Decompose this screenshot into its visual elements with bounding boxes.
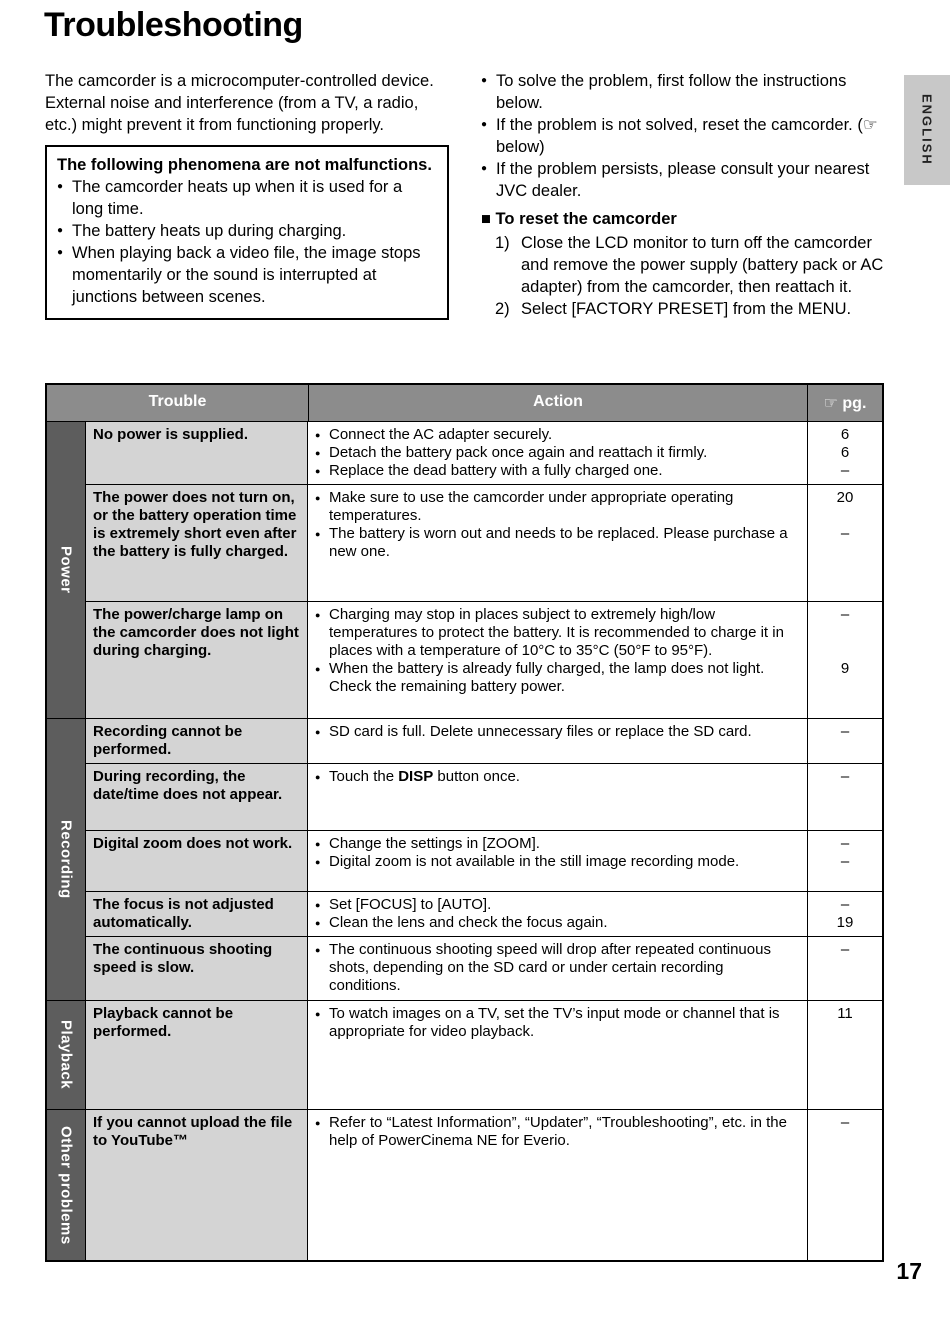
group-rows	[86, 1001, 882, 1109]
action-label: Charging may stop in places subject to extremely high/low temperatures to protect the battery. It is recommended to charge it in places with a temperature of 10°C to 35°C (50°F to 95°F).	[329, 606, 784, 659]
group-label: Other problems	[57, 1125, 75, 1245]
action-cell	[308, 602, 882, 718]
action-text	[308, 660, 808, 696]
group-rows	[86, 719, 882, 1000]
action-cell	[308, 1001, 882, 1109]
trouble-cell: Playback cannot be performed.	[86, 1001, 308, 1109]
bullet-icon: ●	[57, 181, 64, 192]
action-text	[308, 941, 808, 995]
bullet-item	[57, 220, 437, 242]
action-item	[308, 444, 882, 462]
trouble-cell: The power/charge lamp on the camcorder does not light during charging.	[86, 602, 308, 718]
action-label: Change the settings in [ZOOM].	[329, 835, 540, 852]
bullet-text: If the problem is not solved, reset the camcorder. (☞ below)	[496, 116, 878, 156]
reset-step	[481, 298, 885, 320]
intro-paragraph: The camcorder is a microcomputer-controlled device. External noise and interference (from a TV, a radio, etc.) might prevent it from functioning properly.	[45, 72, 434, 134]
action-text	[308, 426, 808, 444]
group-rows	[86, 1110, 882, 1260]
step-text: Close the LCD monitor to turn off the camcorder and remove the power supply (battery pack or AC adapter) from the camcorder, then reattach it.	[521, 234, 884, 296]
intro-section	[45, 70, 885, 320]
bullet-icon: ●	[315, 945, 321, 955]
action-item	[308, 525, 882, 561]
page-ref: 20	[836, 489, 854, 506]
action-text	[308, 489, 808, 525]
page-ref: –	[840, 896, 850, 913]
bullet-icon: ●	[481, 75, 488, 86]
page-ref: –	[840, 462, 850, 479]
action-label: Clean the lens and check the focus again.	[329, 914, 608, 931]
action-item	[308, 462, 882, 480]
table-header-row	[47, 385, 882, 421]
action-cell	[308, 422, 882, 484]
table-row	[86, 601, 882, 718]
trouble-cell: The focus is not adjusted automatically.	[86, 892, 308, 936]
action-cell	[308, 719, 882, 763]
action-label: Detach the battery pack once again and reattach it firmly.	[329, 444, 708, 461]
header-page: ☞ pg.	[823, 395, 867, 412]
bullet-icon: ●	[315, 900, 321, 910]
table-group	[47, 421, 882, 718]
reset-heading: ■ To reset the camcorder	[481, 210, 677, 228]
bullet-icon: ●	[315, 772, 321, 782]
action-text	[308, 835, 808, 853]
action-item	[308, 660, 882, 696]
page-ref: 19	[836, 914, 854, 931]
action-label: When the battery is already fully charged, the lamp does not light. Check the remaining battery power.	[329, 660, 765, 695]
step-number: 2)	[495, 300, 510, 318]
page-ref: –	[840, 853, 850, 870]
action-cell	[308, 1110, 882, 1260]
page-ref: –	[840, 1114, 850, 1131]
bullet-item	[481, 70, 885, 114]
table-row	[86, 422, 882, 484]
action-label: To watch images on a TV, set the TV’s input mode or channel that is appropriate for video playback.	[329, 1005, 780, 1040]
table-body	[47, 421, 882, 1260]
action-text	[308, 525, 808, 561]
bullet-text: The battery heats up during charging.	[72, 222, 347, 240]
group-label-cell	[47, 422, 86, 718]
bullet-item	[57, 176, 437, 220]
bullet-text: The camcorder heats up when it is used for a long time.	[72, 178, 403, 218]
note-box-list	[57, 176, 437, 308]
intro-left-column	[45, 70, 449, 320]
action-cell	[308, 892, 882, 936]
language-tab-label: ENGLISH	[919, 94, 935, 166]
reset-step	[481, 232, 885, 298]
bullet-item	[481, 158, 885, 202]
page-ref: –	[840, 606, 850, 623]
trouble-cell: During recording, the date/time does not appear.	[86, 764, 308, 830]
action-label: The battery is worn out and needs to be replaced. Please purchase a new one.	[329, 525, 788, 560]
action-label: Touch the DISP button once.	[329, 768, 520, 785]
table-row	[86, 1110, 882, 1260]
action-text	[308, 1114, 808, 1150]
bullet-icon: ●	[315, 493, 321, 503]
page-ref: –	[840, 835, 850, 852]
action-item	[308, 835, 882, 853]
action-item	[308, 768, 882, 786]
step-number: 1)	[495, 234, 510, 252]
header-trouble: Trouble	[47, 385, 309, 421]
bullet-icon: ●	[315, 430, 321, 440]
trouble-cell: No power is supplied.	[86, 422, 308, 484]
action-label: Make sure to use the camcorder under appropriate operating temperatures.	[329, 489, 734, 524]
header-action: Action	[309, 385, 808, 421]
trouble-cell: The power does not turn on, or the battery operation time is extremely short even after the battery is fully charged.	[86, 485, 308, 601]
bullet-icon: ●	[315, 1118, 321, 1128]
action-item	[308, 489, 882, 525]
action-item	[308, 914, 882, 932]
bullet-icon: ●	[315, 839, 321, 849]
group-label: Playback	[57, 1020, 75, 1090]
action-text	[308, 444, 808, 462]
action-item	[308, 426, 882, 444]
note-box	[45, 145, 449, 320]
page-ref: –	[840, 941, 850, 958]
bullet-text: To solve the problem, first follow the instructions below.	[496, 72, 847, 112]
page-title: Troubleshooting	[44, 6, 303, 44]
group-label-cell	[47, 1001, 86, 1109]
action-cell	[308, 937, 882, 1000]
action-item	[308, 723, 882, 741]
bullet-icon: ●	[315, 664, 321, 674]
page-ref: –	[840, 723, 850, 740]
reset-steps	[481, 232, 885, 320]
bullet-icon: ●	[315, 727, 321, 737]
table-row	[86, 1001, 882, 1109]
page-ref: 9	[840, 660, 850, 677]
action-label: SD card is full. Delete unnecessary files or replace the SD card.	[329, 723, 752, 740]
action-label: Replace the dead battery with a fully charged one.	[329, 462, 663, 479]
bullet-item	[481, 114, 885, 158]
intro-bullet-list	[481, 70, 885, 202]
table-row	[86, 763, 882, 830]
action-label: The continuous shooting speed will drop after repeated continuous shots, depending on the SD card or under certain recording conditions.	[329, 941, 771, 994]
action-label: Refer to “Latest Information”, “Updater”, “Troubleshooting”, etc. in the help of PowerCinema NE for Everio.	[329, 1114, 787, 1149]
action-item	[308, 853, 882, 871]
group-label-cell	[47, 719, 86, 1000]
page-ref: 11	[837, 1005, 853, 1022]
bullet-item	[57, 242, 437, 308]
troubleshooting-table	[45, 383, 884, 1262]
table-row	[86, 830, 882, 891]
page-ref: 6	[840, 426, 850, 443]
action-text	[308, 462, 808, 480]
bullet-icon: ●	[57, 247, 64, 258]
trouble-cell: If you cannot upload the file to YouTube™	[86, 1110, 308, 1260]
bullet-text: When playing back a video file, the image stops momentarily or the sound is interrupted at junctions between scenes.	[72, 244, 421, 306]
bullet-icon: ●	[481, 163, 488, 174]
action-text	[308, 606, 808, 660]
table-group	[47, 1000, 882, 1109]
action-text	[308, 723, 808, 741]
note-box-heading: The following phenomena are not malfunctions.	[57, 156, 432, 174]
action-text	[308, 914, 808, 932]
action-text	[308, 768, 808, 786]
trouble-cell: The continuous shooting speed is slow.	[86, 937, 308, 1000]
step-text: Select [FACTORY PRESET] from the MENU.	[521, 300, 852, 318]
group-label: Power	[57, 546, 75, 594]
group-label: Recording	[57, 820, 75, 899]
table-row	[86, 719, 882, 763]
group-label-cell	[47, 1110, 86, 1260]
action-text	[308, 1005, 808, 1041]
bullet-icon: ●	[57, 225, 64, 236]
bullet-text: If the problem persists, please consult your nearest JVC dealer.	[496, 160, 870, 200]
intro-right-column	[481, 70, 885, 320]
bullet-icon: ●	[315, 610, 321, 620]
language-tab	[904, 75, 950, 185]
bullet-icon: ●	[315, 529, 321, 539]
action-label: Digital zoom is not available in the still image recording mode.	[329, 853, 740, 870]
page-ref: –	[840, 768, 850, 785]
page-ref: 6	[840, 444, 850, 461]
action-text	[308, 896, 808, 914]
bullet-icon: ●	[315, 448, 321, 458]
action-item	[308, 1114, 882, 1150]
action-cell	[308, 764, 882, 830]
action-item	[308, 1005, 882, 1041]
page-ref: –	[840, 525, 850, 542]
page-number: 17	[896, 1258, 922, 1284]
bullet-icon: ●	[315, 1009, 321, 1019]
action-label: Connect the AC adapter securely.	[329, 426, 553, 443]
table-group	[47, 1109, 882, 1260]
bullet-icon: ●	[315, 857, 321, 867]
action-cell	[308, 485, 882, 601]
table-row	[86, 484, 882, 601]
action-item	[308, 941, 882, 995]
action-label: Set [FOCUS] to [AUTO].	[329, 896, 492, 913]
group-rows	[86, 422, 882, 718]
table-row	[86, 891, 882, 936]
table-group	[47, 718, 882, 1000]
action-cell	[308, 831, 882, 891]
trouble-cell: Recording cannot be performed.	[86, 719, 308, 763]
table-row	[86, 936, 882, 1000]
trouble-cell: Digital zoom does not work.	[86, 831, 308, 891]
action-item	[308, 896, 882, 914]
action-item	[308, 606, 882, 660]
action-text	[308, 853, 808, 871]
bullet-icon: ●	[315, 466, 321, 476]
bullet-icon: ●	[315, 918, 321, 928]
bullet-icon: ●	[481, 119, 488, 130]
